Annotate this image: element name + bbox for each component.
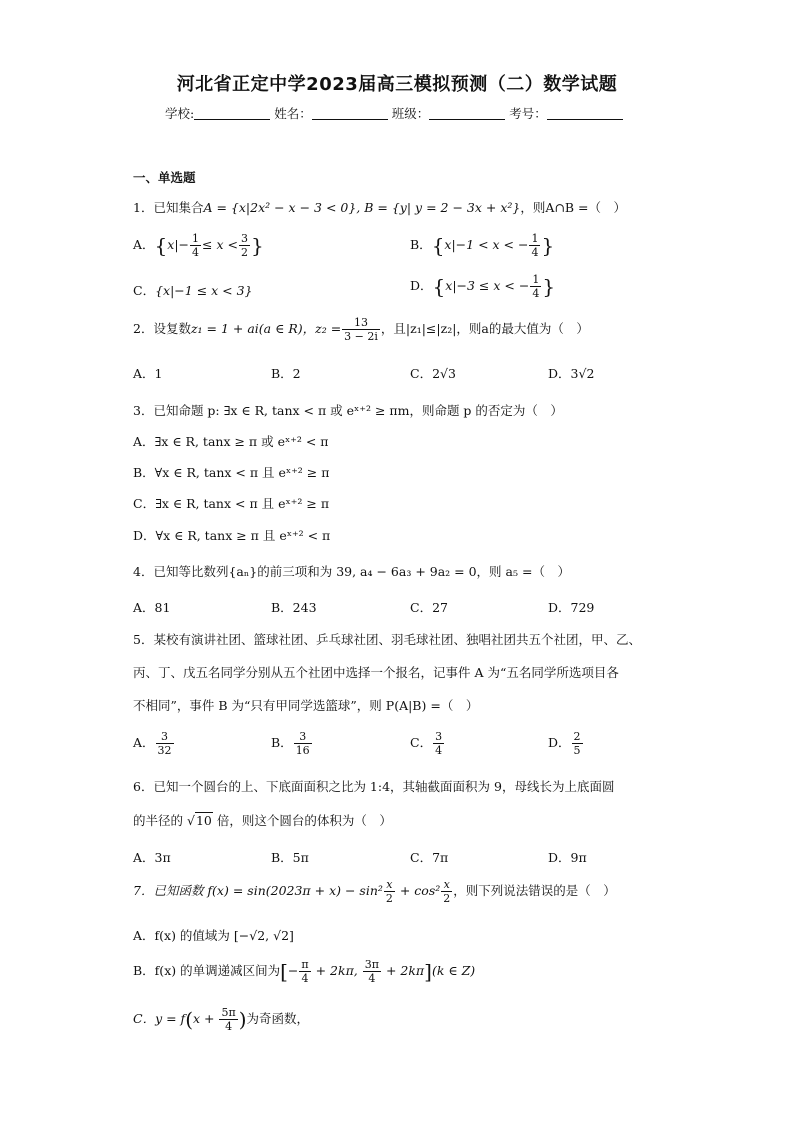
q1-d-expr: x|−3 ≤ x < − bbox=[445, 278, 530, 293]
question-1-stem bbox=[133, 198, 626, 216]
q1-option-d[interactable]: D．{x|−3 ≤ x < − $\frac{1}{4}$ } bbox=[410, 273, 556, 300]
denominator: 4 bbox=[192, 246, 200, 259]
q1-option-c[interactable] bbox=[133, 281, 253, 299]
q6-text-a: 的半径的 bbox=[133, 813, 187, 828]
student-info-line bbox=[165, 104, 623, 122]
numerator: x bbox=[441, 878, 452, 892]
option-label: B． bbox=[410, 237, 432, 252]
class-blank[interactable] bbox=[429, 107, 505, 120]
q5-option-c[interactable] bbox=[410, 730, 445, 757]
q1-c-expr: {x|−1 ≤ x < 3} bbox=[155, 283, 253, 298]
q6-sqrt: 10 bbox=[195, 813, 212, 828]
q7-c-frac bbox=[219, 1006, 237, 1033]
q7-b-end: + 2kπ bbox=[381, 963, 425, 978]
q6-option-c[interactable]: C．7π bbox=[410, 850, 449, 865]
q3-option-a[interactable]: A．∃x ∈ R, tanx ≥ π 或 eˣ⁺² < π bbox=[133, 434, 329, 449]
q6-option-a[interactable]: A．3π bbox=[133, 850, 171, 865]
question-4-stem: 4．已知等比数列{aₙ}的前三项和为 39, a₄ − 6a₃ + 9a₂ = 0，则 a₅ =（ ） bbox=[133, 564, 570, 579]
option-label: C． bbox=[133, 283, 156, 298]
q7-b-frac2 bbox=[363, 958, 381, 985]
option-label: C． bbox=[410, 735, 433, 750]
q2-z1: z₁ = 1 + ai(a ∈ R) bbox=[190, 321, 303, 336]
question-7-stem bbox=[133, 878, 616, 905]
numerator: 1 bbox=[532, 273, 540, 286]
numerator: 3 bbox=[240, 232, 248, 245]
school-blank[interactable] bbox=[194, 107, 270, 120]
q5-a-frac bbox=[156, 730, 174, 757]
question-6-line-1: 6．已知一个圆台的上、下底面面积之比为 1:4，其轴截面面积为 9，母线长为上底面圆 bbox=[133, 779, 615, 794]
numerator: 5π bbox=[221, 1006, 236, 1019]
question-6-line-2: 的半径的 √10 倍，则这个圆台的体积为（ ） bbox=[133, 813, 392, 828]
q5-b-frac bbox=[294, 730, 312, 757]
q2-stem-text: 2．设复数 bbox=[133, 321, 191, 336]
number-blank[interactable] bbox=[547, 107, 623, 120]
numerator: 3 bbox=[435, 730, 443, 743]
numerator: x bbox=[384, 878, 395, 892]
q7-stem-b: + cos² bbox=[395, 883, 441, 898]
q1-a-expr: x|− bbox=[167, 237, 190, 252]
q3-option-b[interactable]: B．∀x ∈ R, tanx < π 且 eˣ⁺² ≥ π bbox=[133, 465, 330, 480]
q6-option-d[interactable]: D．9π bbox=[548, 850, 587, 865]
q6-text-b: 倍，则这个圆台的体积为（ ） bbox=[212, 813, 392, 828]
q2-stem-end: ，且|z₁|≤|z₂|，则a的最大值为（ ） bbox=[380, 321, 589, 336]
q1-option-a[interactable]: A．{x|− $\frac{1}{4}$ ≤ x < $\frac{3}{2}$ } bbox=[133, 232, 264, 259]
q1-b-frac bbox=[529, 232, 540, 259]
q5-c-frac bbox=[433, 730, 444, 757]
q4-option-d[interactable]: D．729 bbox=[548, 600, 595, 615]
q3-option-d[interactable]: D．∀x ∈ R, tanx ≥ π 且 eˣ⁺² < π bbox=[133, 528, 331, 543]
numerator: 13 bbox=[342, 316, 380, 330]
q1-option-b[interactable]: B．{x|−1 < x < − $\frac{1}{4}$ } bbox=[410, 232, 555, 259]
q1-stem-end: ，则A∩B =（ ） bbox=[520, 200, 626, 215]
name-label: 姓名： bbox=[274, 106, 312, 121]
q7-b-frac1 bbox=[299, 958, 310, 985]
q5-d-frac bbox=[572, 730, 583, 757]
option-label: D． bbox=[410, 278, 433, 293]
numerator: 1 bbox=[531, 232, 539, 245]
q4-option-b[interactable]: B．243 bbox=[271, 600, 317, 615]
denominator: 4 bbox=[532, 287, 540, 300]
q1-a-frac1 bbox=[190, 232, 201, 259]
q1-a-expr2: ≤ x < bbox=[202, 237, 238, 252]
q2-frac bbox=[342, 316, 380, 343]
q3-option-c[interactable]: C．∃x ∈ R, tanx < π 且 eˣ⁺² ≥ π bbox=[133, 496, 330, 511]
page-title: 河北省正定中学2023届高三模拟预测（二）数学试题 bbox=[176, 74, 618, 95]
option-label: D． bbox=[548, 735, 571, 750]
numerator: π bbox=[301, 958, 309, 971]
denominator: 32 bbox=[157, 744, 172, 757]
denominator: 5 bbox=[573, 744, 581, 757]
q7-frac2 bbox=[441, 878, 452, 905]
number-label: 考号： bbox=[509, 106, 547, 121]
question-5-line-2: 丙、丁、戊五名同学分别从五个社团中选择一个报名，记事件 A 为“五名同学所选项目各 bbox=[133, 665, 619, 680]
q7-b-mid: + 2kπ, bbox=[311, 963, 362, 978]
q1-d-frac bbox=[530, 273, 541, 300]
q7-b-text: B．f(x) 的单调递减区间为 bbox=[133, 963, 281, 978]
q4-option-c[interactable]: C．27 bbox=[410, 600, 448, 615]
q7-c-arg: x + bbox=[193, 1011, 219, 1026]
option-label: B． bbox=[271, 735, 293, 750]
numerator: 3 bbox=[156, 730, 174, 744]
section-heading: 一、单选题 bbox=[133, 170, 196, 185]
name-blank[interactable] bbox=[312, 107, 388, 120]
q1-b-expr: x|−1 < x < − bbox=[444, 237, 529, 252]
question-5-line-1: 5．某校有演讲社团、篮球社团、乒乓球社团、羽毛球社团、独唱社团共五个社团，甲、乙、 bbox=[133, 632, 641, 647]
school-label: 学校: bbox=[165, 106, 195, 121]
question-3-stem: 3．已知命题 p: ∃x ∈ R, tanx < π 或 eˣ⁺² ≥ πm，则命题 p 的否定为（ ） bbox=[133, 403, 563, 418]
q4-option-a[interactable]: A．81 bbox=[133, 600, 171, 615]
denominator: 2 bbox=[443, 892, 451, 905]
q5-option-b[interactable] bbox=[271, 730, 313, 757]
q7-c-text: C．y = f bbox=[133, 1011, 186, 1026]
q7-option-a[interactable]: A．f(x) 的值域为 [−√2, √2] bbox=[133, 928, 294, 943]
q1-sets: A = {x|2x² − x − 3 < 0}, B = {y| y = 2 − 3x + x²} bbox=[203, 200, 521, 215]
denominator: 2 bbox=[240, 246, 248, 259]
q5-option-d[interactable] bbox=[548, 730, 584, 757]
option-label: A． bbox=[133, 735, 155, 750]
q1-a-frac2 bbox=[239, 232, 250, 259]
question-5-line-3: 不相同”，事件 B 为“只有甲同学选篮球”，则 P(A|B) =（ ） bbox=[133, 698, 479, 713]
numerator: 3 bbox=[294, 730, 312, 744]
q2-option-b[interactable]: B．2 bbox=[271, 366, 301, 381]
numerator: 1 bbox=[192, 232, 200, 245]
numerator: 3π bbox=[364, 958, 379, 971]
denominator: 3 − 2i bbox=[344, 330, 378, 343]
q7-option-b[interactable]: B．f(x) 的单调递减区间为[− $\frac{\pi}{4}$ + 2kπ, $\frac{3\pi}{4}$ + 2kπ](k ∈ Z) bbox=[133, 958, 476, 985]
q7-stem-a: 7．已知函数 f(x) = sin(2023π + x) − sin² bbox=[133, 883, 383, 898]
question-2-stem bbox=[133, 316, 589, 343]
denominator: 4 bbox=[531, 246, 539, 259]
denominator: 4 bbox=[301, 972, 309, 985]
denominator: 2 bbox=[385, 892, 393, 905]
q7-frac1 bbox=[384, 878, 395, 905]
denominator: 16 bbox=[295, 744, 310, 757]
q7-b-minus: − bbox=[287, 963, 299, 978]
q2-z2: ，z₂ = bbox=[302, 321, 342, 336]
option-label: A． bbox=[133, 237, 155, 252]
q7-b-domain: (k ∈ Z) bbox=[431, 963, 476, 978]
q6-option-b[interactable]: B．5π bbox=[271, 850, 309, 865]
q2-option-a[interactable]: A．1 bbox=[133, 366, 163, 381]
class-label: 班级： bbox=[391, 106, 430, 121]
q5-option-a[interactable] bbox=[133, 730, 175, 757]
q2-option-c[interactable]: C．2√3 bbox=[410, 366, 456, 381]
q7-c-end: 为奇函数， bbox=[246, 1011, 310, 1026]
q7-stem-c: ，则下列说法错误的是（ ） bbox=[453, 883, 616, 898]
numerator: 2 bbox=[573, 730, 581, 743]
q7-option-c[interactable]: C．y = f(x + $\frac{5\pi}{4}$ )为奇函数， bbox=[133, 1006, 310, 1033]
denominator: 4 bbox=[368, 972, 376, 985]
denominator: 4 bbox=[225, 1020, 233, 1033]
q1-stem-text: 1．已知集合 bbox=[133, 200, 204, 215]
q2-option-d[interactable]: D．3√2 bbox=[548, 366, 595, 381]
denominator: 4 bbox=[435, 744, 443, 757]
